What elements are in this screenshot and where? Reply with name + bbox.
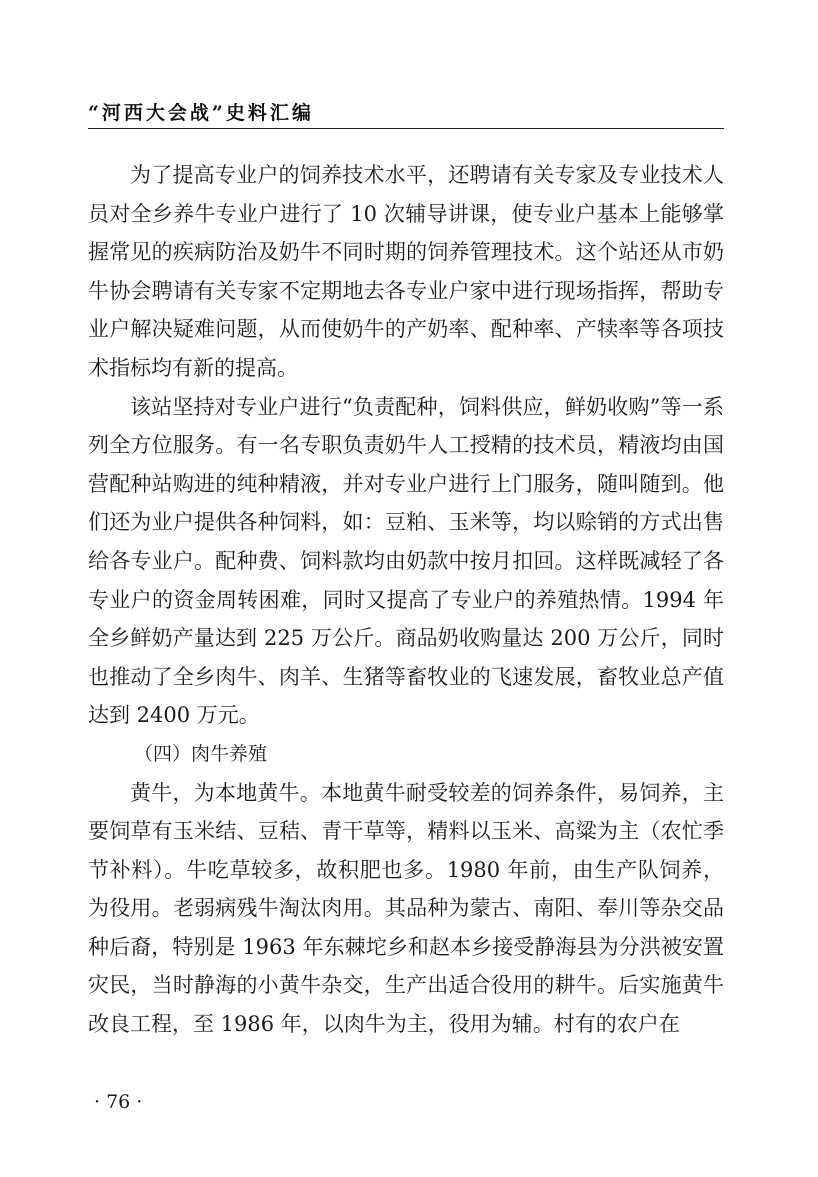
paragraph-yellow-cattle: 黄牛，为本地黄牛。本地黄牛耐受较差的饲养条件，易饲养，主要饲草有玉米结、豆秸、青干草等，精料以玉米、高粱为主（农忙季节补料）。牛吃草较多，故积肥也多。1980 年前，由生产队饲养，为役用。老弱病残牛淘汰肉用。其品种为蒙古、南阳、奉川等杂交品种后裔，特别是 1963 年东棘坨乡和赵本乡接受静海县为分洪被安置灾民，当时静海的小黄牛杂交，生产出适合役用的耕牛。后实施黄牛改良工程，至 1986 年，以肉牛为主，役用为辅。村有的农户在 (88, 780, 724, 1037)
page-number: · 76 · (94, 1091, 143, 1113)
paragraph-services: 该站坚持对专业户进行“负责配种，饲料供应，鲜奶收购”等一系列全方位服务。有一名专职负责奶牛人工授精的技术员，精液均由国营配种站购进的纯种精液，并对专业户进行上门服务，随叫随到。他们还为业户提供各种饲料，如：豆粕、玉米等，均以赊销的方式出售给各专业户。配种费、饲料款均由奶款中按月扣回。这样既减轻了各专业户的资金周转困难，同时又提高了专业户的养殖热情。1994 年全乡鲜奶产量达到 225 万公斤。商品奶收购量达 200 万公斤，同时也推动了全乡肉牛、肉羊、生猪等畜牧业的飞速发展，畜牧业总产值达到 2400 万元。 (88, 394, 724, 728)
body-text (88, 156, 724, 1044)
header-rule (88, 128, 724, 129)
running-head-title: “河西大会战”史料汇编 (88, 102, 314, 124)
section-subheading: （四）肉牛养殖 (134, 742, 268, 765)
paragraph-tech-training: 为了提高专业户的饲养技术水平，还聘请有关专家及专业技术人员对全乡养牛专业户进行了 10 次辅导讲课，使专业户基本上能够掌握常见的疾病防治及奶牛不同时期的饲养管理技术。这个站还从市奶牛协会聘请有关专家不定期地去各专业户家中进行现场指挥，帮助专业户解决疑难问题，从而使奶牛的产奶率、配种率、产犊率等各项技术指标均有新的提高。 (88, 163, 724, 380)
